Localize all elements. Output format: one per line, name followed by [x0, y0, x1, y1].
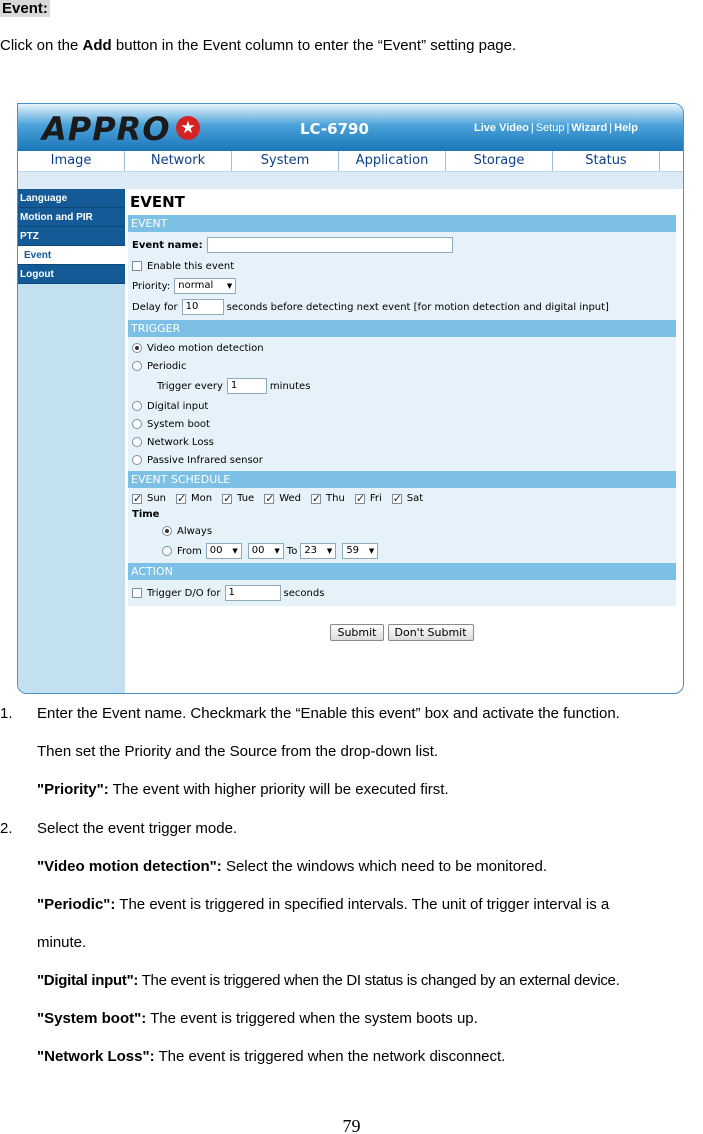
minutes-label: minutes	[269, 380, 311, 392]
tabs-spacer	[18, 172, 683, 189]
help-link[interactable]: Help	[614, 122, 638, 134]
always-radio[interactable]	[162, 526, 172, 536]
sat-label: Sat	[406, 493, 424, 504]
fri-label: Fri	[369, 493, 382, 504]
trigger-do-checkbox[interactable]	[132, 588, 142, 598]
form-buttons	[128, 624, 676, 641]
enable-event-checkbox[interactable]	[132, 261, 142, 271]
periodic-label: Periodic	[147, 360, 187, 372]
tab-status[interactable]: Status	[553, 151, 660, 171]
seconds-label: seconds	[283, 587, 325, 599]
to-hour-select[interactable]: 23 ▼	[300, 543, 336, 559]
item-1-number: 1.	[0, 705, 13, 722]
system-boot-note: "System boot": The event is triggered when the system boots up.	[37, 1010, 478, 1027]
dropdown-arrow-icon: ▼	[232, 547, 238, 555]
sun-checkbox[interactable]	[132, 494, 142, 504]
tab-image[interactable]: Image	[18, 151, 125, 171]
section-heading: Event:	[2, 0, 48, 17]
star-icon: ★	[176, 116, 200, 140]
event-settings-screenshot	[17, 103, 684, 694]
dropdown-arrow-icon: ▼	[274, 547, 280, 555]
from-label: From	[177, 545, 202, 557]
pir-radio[interactable]	[132, 455, 142, 465]
action-section-header: ACTION	[128, 563, 676, 580]
delay-suffix: seconds before detecting next event [for motion detection and digital input]	[226, 301, 609, 313]
to-minute-select[interactable]: 59 ▼	[342, 543, 378, 559]
sun-label: Sun	[147, 493, 167, 504]
submit-button[interactable]: Submit	[330, 624, 383, 641]
wed-checkbox[interactable]	[264, 494, 274, 504]
periodic-radio[interactable]	[132, 361, 142, 371]
sidebar-item-ptz[interactable]: PTZ	[18, 227, 125, 246]
dropdown-arrow-icon: ▼	[226, 282, 233, 290]
mon-checkbox[interactable]	[176, 494, 186, 504]
wizard-link[interactable]: Wizard	[571, 122, 608, 134]
dont-submit-button[interactable]: Don't Submit	[388, 624, 474, 641]
model-name: LC-6790	[300, 120, 369, 138]
dropdown-arrow-icon: ▼	[368, 547, 375, 555]
periodic-note-continued: minute.	[37, 934, 87, 951]
time-label: Time	[132, 508, 160, 520]
dropdown-arrow-icon: ▼	[326, 547, 333, 555]
thu-label: Thu	[326, 493, 345, 504]
page-number: 79	[342, 1116, 361, 1134]
sidebar-item-logout[interactable]: Logout	[18, 265, 125, 284]
sidebar-item-motion-pir[interactable]: Motion and PIR	[18, 208, 125, 227]
fri-checkbox[interactable]	[355, 494, 365, 504]
event-section	[128, 232, 676, 320]
top-links: Live Video | Setup | Wizard | Help	[474, 122, 638, 134]
main-tabs	[18, 151, 683, 172]
trigger-every-label: Trigger every	[157, 380, 223, 392]
appro-logo: APPRO	[42, 110, 171, 148]
live-video-link[interactable]: Live Video	[474, 122, 529, 134]
always-label: Always	[177, 525, 213, 537]
network-loss-note: "Network Loss": The event is triggered when the network disconnect.	[37, 1048, 506, 1065]
event-name-label: Event name:	[132, 239, 203, 251]
setup-link[interactable]: Setup	[535, 122, 565, 134]
intro-text-after: button in the Event column to enter the “Event” setting page.	[111, 37, 517, 54]
from-radio[interactable]	[162, 546, 172, 556]
delay-label: Delay for	[132, 301, 178, 313]
priority-select[interactable]: normal ▼	[174, 278, 236, 294]
intro-text-before: Click on the	[0, 37, 83, 54]
sidebar	[18, 189, 125, 694]
video-motion-label: Video motion detection	[147, 342, 264, 354]
system-boot-radio[interactable]	[132, 419, 142, 429]
intro-paragraph	[0, 37, 516, 54]
action-section	[128, 580, 676, 606]
priority-note: "Priority": The event with higher priority will be executed first.	[37, 781, 449, 798]
item-1-text: Enter the Event name. Checkmark the “Enable this event” box and activate the function.	[37, 705, 620, 722]
schedule-section	[128, 488, 676, 563]
trigger-do-label: Trigger D/O for	[147, 587, 221, 599]
intro-bold-add: Add	[82, 37, 112, 54]
video-motion-radio[interactable]	[132, 343, 142, 353]
tab-storage[interactable]: Storage	[446, 151, 553, 171]
sidebar-item-event[interactable]: Event	[18, 246, 125, 265]
item-2-text: Select the event trigger mode.	[37, 820, 238, 837]
enable-event-label: Enable this event	[147, 260, 235, 272]
event-name-input[interactable]	[207, 237, 453, 253]
item-2-number: 2.	[0, 820, 13, 837]
item-1-text-continued: Then set the Priority and the Source from the drop-down list.	[37, 743, 439, 760]
mon-label: Mon	[191, 493, 213, 504]
tab-network[interactable]: Network	[125, 151, 232, 171]
priority-label: Priority:	[132, 280, 171, 292]
tab-system[interactable]: System	[232, 151, 339, 171]
trigger-section	[128, 337, 676, 471]
to-label: To	[286, 545, 298, 557]
delay-input[interactable]: 10	[182, 299, 224, 315]
tab-application[interactable]: Application	[339, 151, 446, 171]
sidebar-item-language[interactable]: Language	[18, 189, 125, 208]
system-boot-label: System boot	[147, 418, 210, 430]
trigger-every-input[interactable]: 1	[227, 378, 267, 394]
event-section-header: EVENT	[128, 215, 676, 232]
digital-input-radio[interactable]	[132, 401, 142, 411]
network-loss-label: Network Loss	[147, 436, 214, 448]
network-loss-radio[interactable]	[132, 437, 142, 447]
pir-label: Passive Infrared sensor	[147, 454, 263, 466]
event-form	[128, 189, 676, 641]
digital-input-label: Digital input	[147, 400, 209, 412]
page-title: EVENT	[130, 193, 185, 211]
video-motion-note: "Video motion detection": Select the windows which need to be monitored.	[37, 858, 547, 875]
from-hour-select[interactable]: 00 ▼	[206, 543, 242, 559]
wed-label: Wed	[279, 493, 302, 504]
header-banner	[18, 104, 683, 151]
sat-checkbox[interactable]	[392, 494, 402, 504]
thu-checkbox[interactable]	[311, 494, 321, 504]
tue-label: Tue	[237, 493, 255, 504]
tue-checkbox[interactable]	[222, 494, 232, 504]
schedule-section-header: EVENT SCHEDULE	[128, 471, 676, 488]
digital-input-note: "Digital input": The event is triggered when the DI status is changed by an external device.	[37, 972, 620, 989]
trigger-do-input[interactable]: 1	[225, 585, 281, 601]
trigger-section-header: TRIGGER	[128, 320, 676, 337]
periodic-note: "Periodic": The event is triggered in specified intervals. The unit of trigger interval is a	[37, 896, 610, 913]
from-minute-select[interactable]: 00 ▼	[248, 543, 284, 559]
